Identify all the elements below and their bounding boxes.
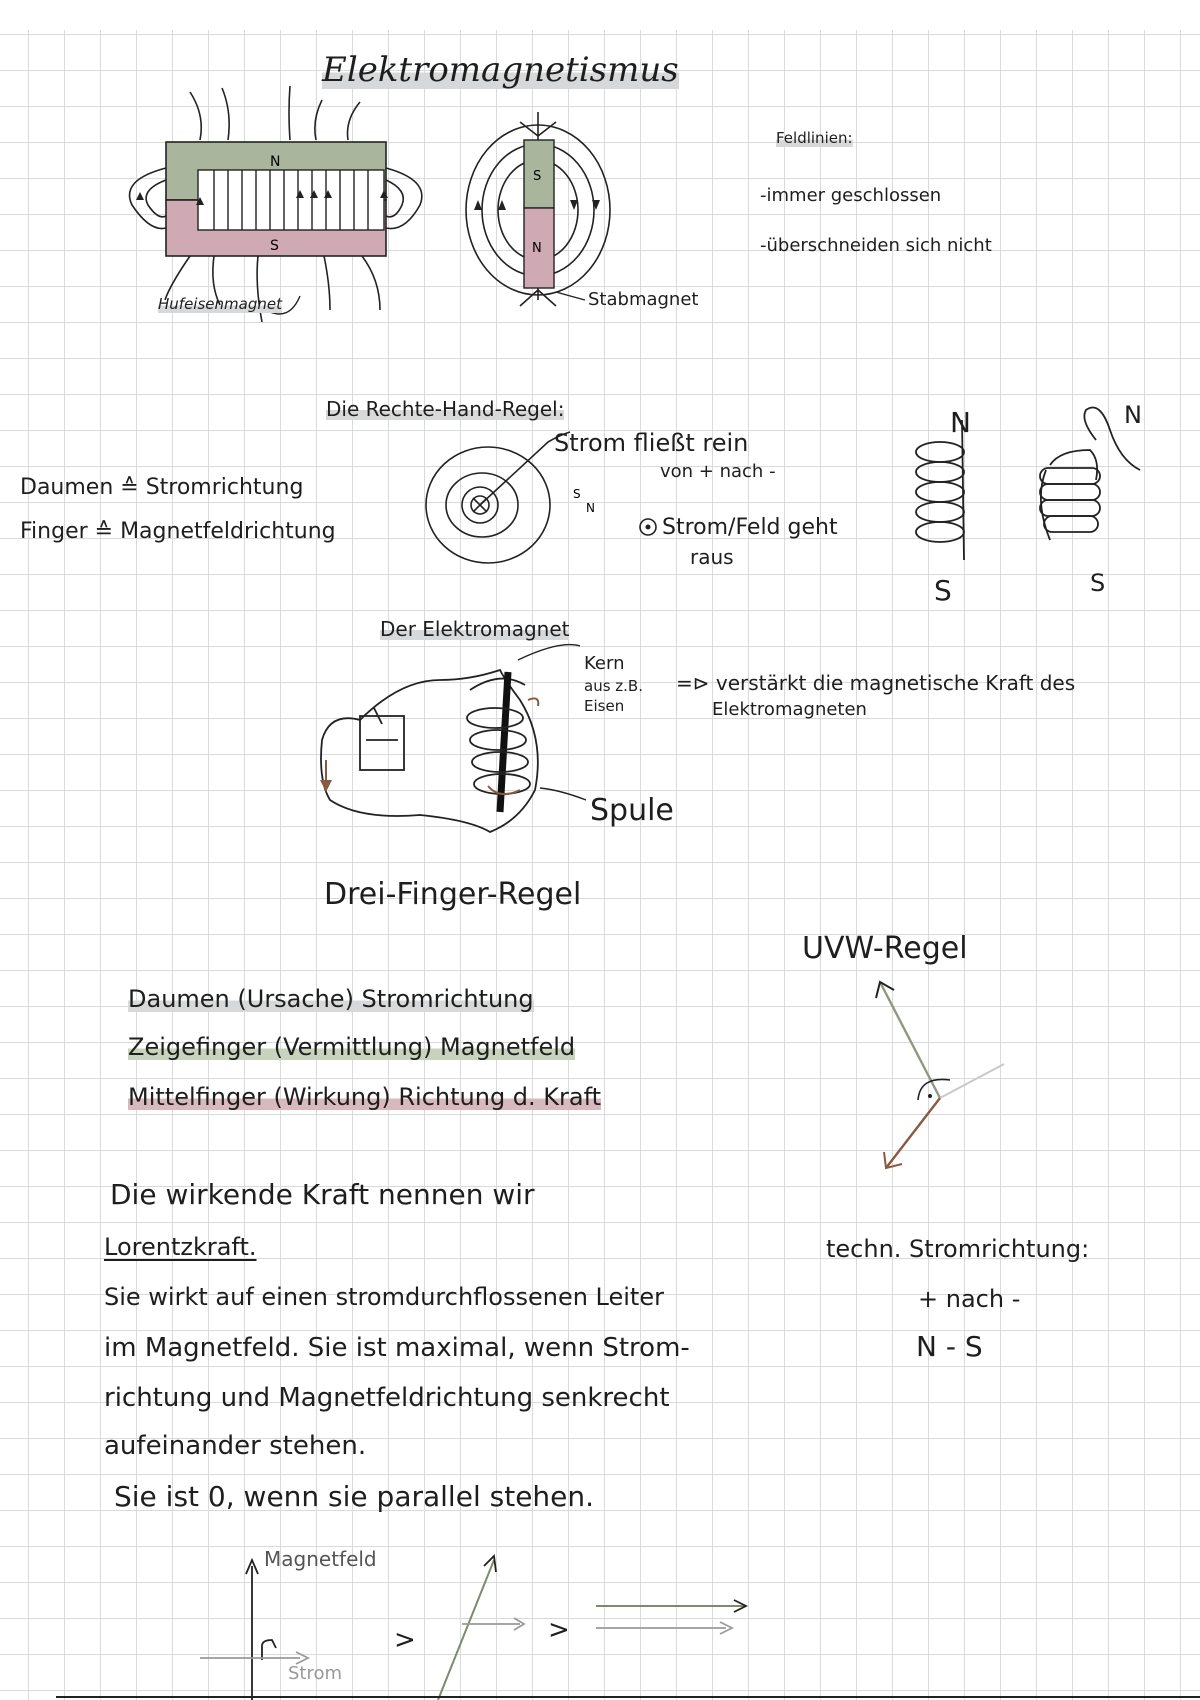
coil-pole-s: S [934, 574, 952, 607]
strom-raus-line2: raus [690, 545, 734, 569]
strom-raus-line1: Strom/Feld geht [662, 515, 838, 540]
horseshoe-pole-s: S [270, 238, 279, 254]
hand-pole-s: S [1090, 569, 1106, 597]
electromagnet-effect-line2: Elektromagneten [712, 699, 867, 720]
horseshoe-magnet-label: Hufeisenmagnet [158, 295, 282, 313]
needle-s: S [573, 487, 581, 501]
graph-strom-label: Strom [288, 1663, 343, 1684]
graph-gt-2: > [548, 1615, 570, 1645]
techn-line1: + nach - [918, 1285, 1021, 1313]
techn-stromrichtung-heading: techn. Stromrichtung: [826, 1235, 1090, 1263]
finger-rule: Finger ≙ Magnetfeldrichtung [20, 519, 336, 544]
page-bottom-line [56, 1696, 1200, 1698]
page-title: Elektromagnetismus [322, 50, 679, 90]
right-hand-rule-heading: Die Rechte-Hand-Regel: [326, 397, 565, 421]
lorentz-para-line4: im Magnetfeld. Sie ist maximal, wenn Strom- [104, 1333, 690, 1363]
electromagnet-heading: Der Elektromagnet [380, 617, 570, 641]
lorentz-para-line3: Sie wirkt auf einen stromdurchflossenen Leiter [104, 1283, 664, 1311]
fieldlines-item-1: -immer geschlossen [760, 185, 942, 206]
lorentz-para-line7: Sie ist 0, wenn sie parallel stehen. [114, 1480, 595, 1513]
lorentz-para-line5: richtung und Magnetfeldrichtung senkrecht [104, 1383, 670, 1413]
hand-pole-n: N [1124, 401, 1142, 429]
lorentz-para-line1: Die wirkende Kraft nennen wir [110, 1178, 535, 1211]
uvw-rule-heading: UVW-Regel [802, 931, 968, 966]
strom-rein-line1: Strom fließt rein [554, 429, 749, 457]
coil-pole-n: N [950, 406, 971, 439]
daumen-rule: Daumen ≙ Stromrichtung [20, 475, 304, 500]
fieldlines-heading: Feldlinien: [776, 129, 853, 147]
bar-pole-s: S [533, 169, 542, 184]
graph-gt-1: > [394, 1625, 416, 1655]
spule-label: Spule [590, 793, 674, 828]
rule-zeigefinger: Zeigefinger (Vermittlung) Magnetfeld [128, 1033, 576, 1061]
techn-line2: N - S [916, 1330, 983, 1363]
kern-line1: Kern [584, 653, 625, 674]
lorentz-para-line6: aufeinander stehen. [104, 1431, 367, 1461]
kern-line3: Eisen [584, 697, 625, 715]
three-finger-rule-heading: Drei-Finger-Regel [324, 877, 582, 912]
electromagnet-effect-line1: =⊳ verstärkt die magnetische Kraft des [676, 671, 1076, 695]
fieldlines-item-2: -überschneiden sich nicht [760, 235, 992, 256]
bar-pole-n: N [532, 241, 542, 256]
rule-mittelfinger: Mittelfinger (Wirkung) Richtung d. Kraft [128, 1083, 602, 1111]
needle-n: N [586, 501, 595, 515]
horseshoe-pole-n: N [270, 154, 281, 170]
rule-daumen: Daumen (Ursache) Stromrichtung [128, 985, 534, 1013]
bar-magnet-label: Stabmagnet [588, 289, 699, 310]
strom-rein-line2: von + nach - [660, 461, 776, 482]
graph-magnetfeld-label: Magnetfeld [264, 1547, 377, 1571]
kern-line2: aus z.B. [584, 677, 643, 695]
lorentz-para-line2: Lorentzkraft. [104, 1233, 257, 1261]
